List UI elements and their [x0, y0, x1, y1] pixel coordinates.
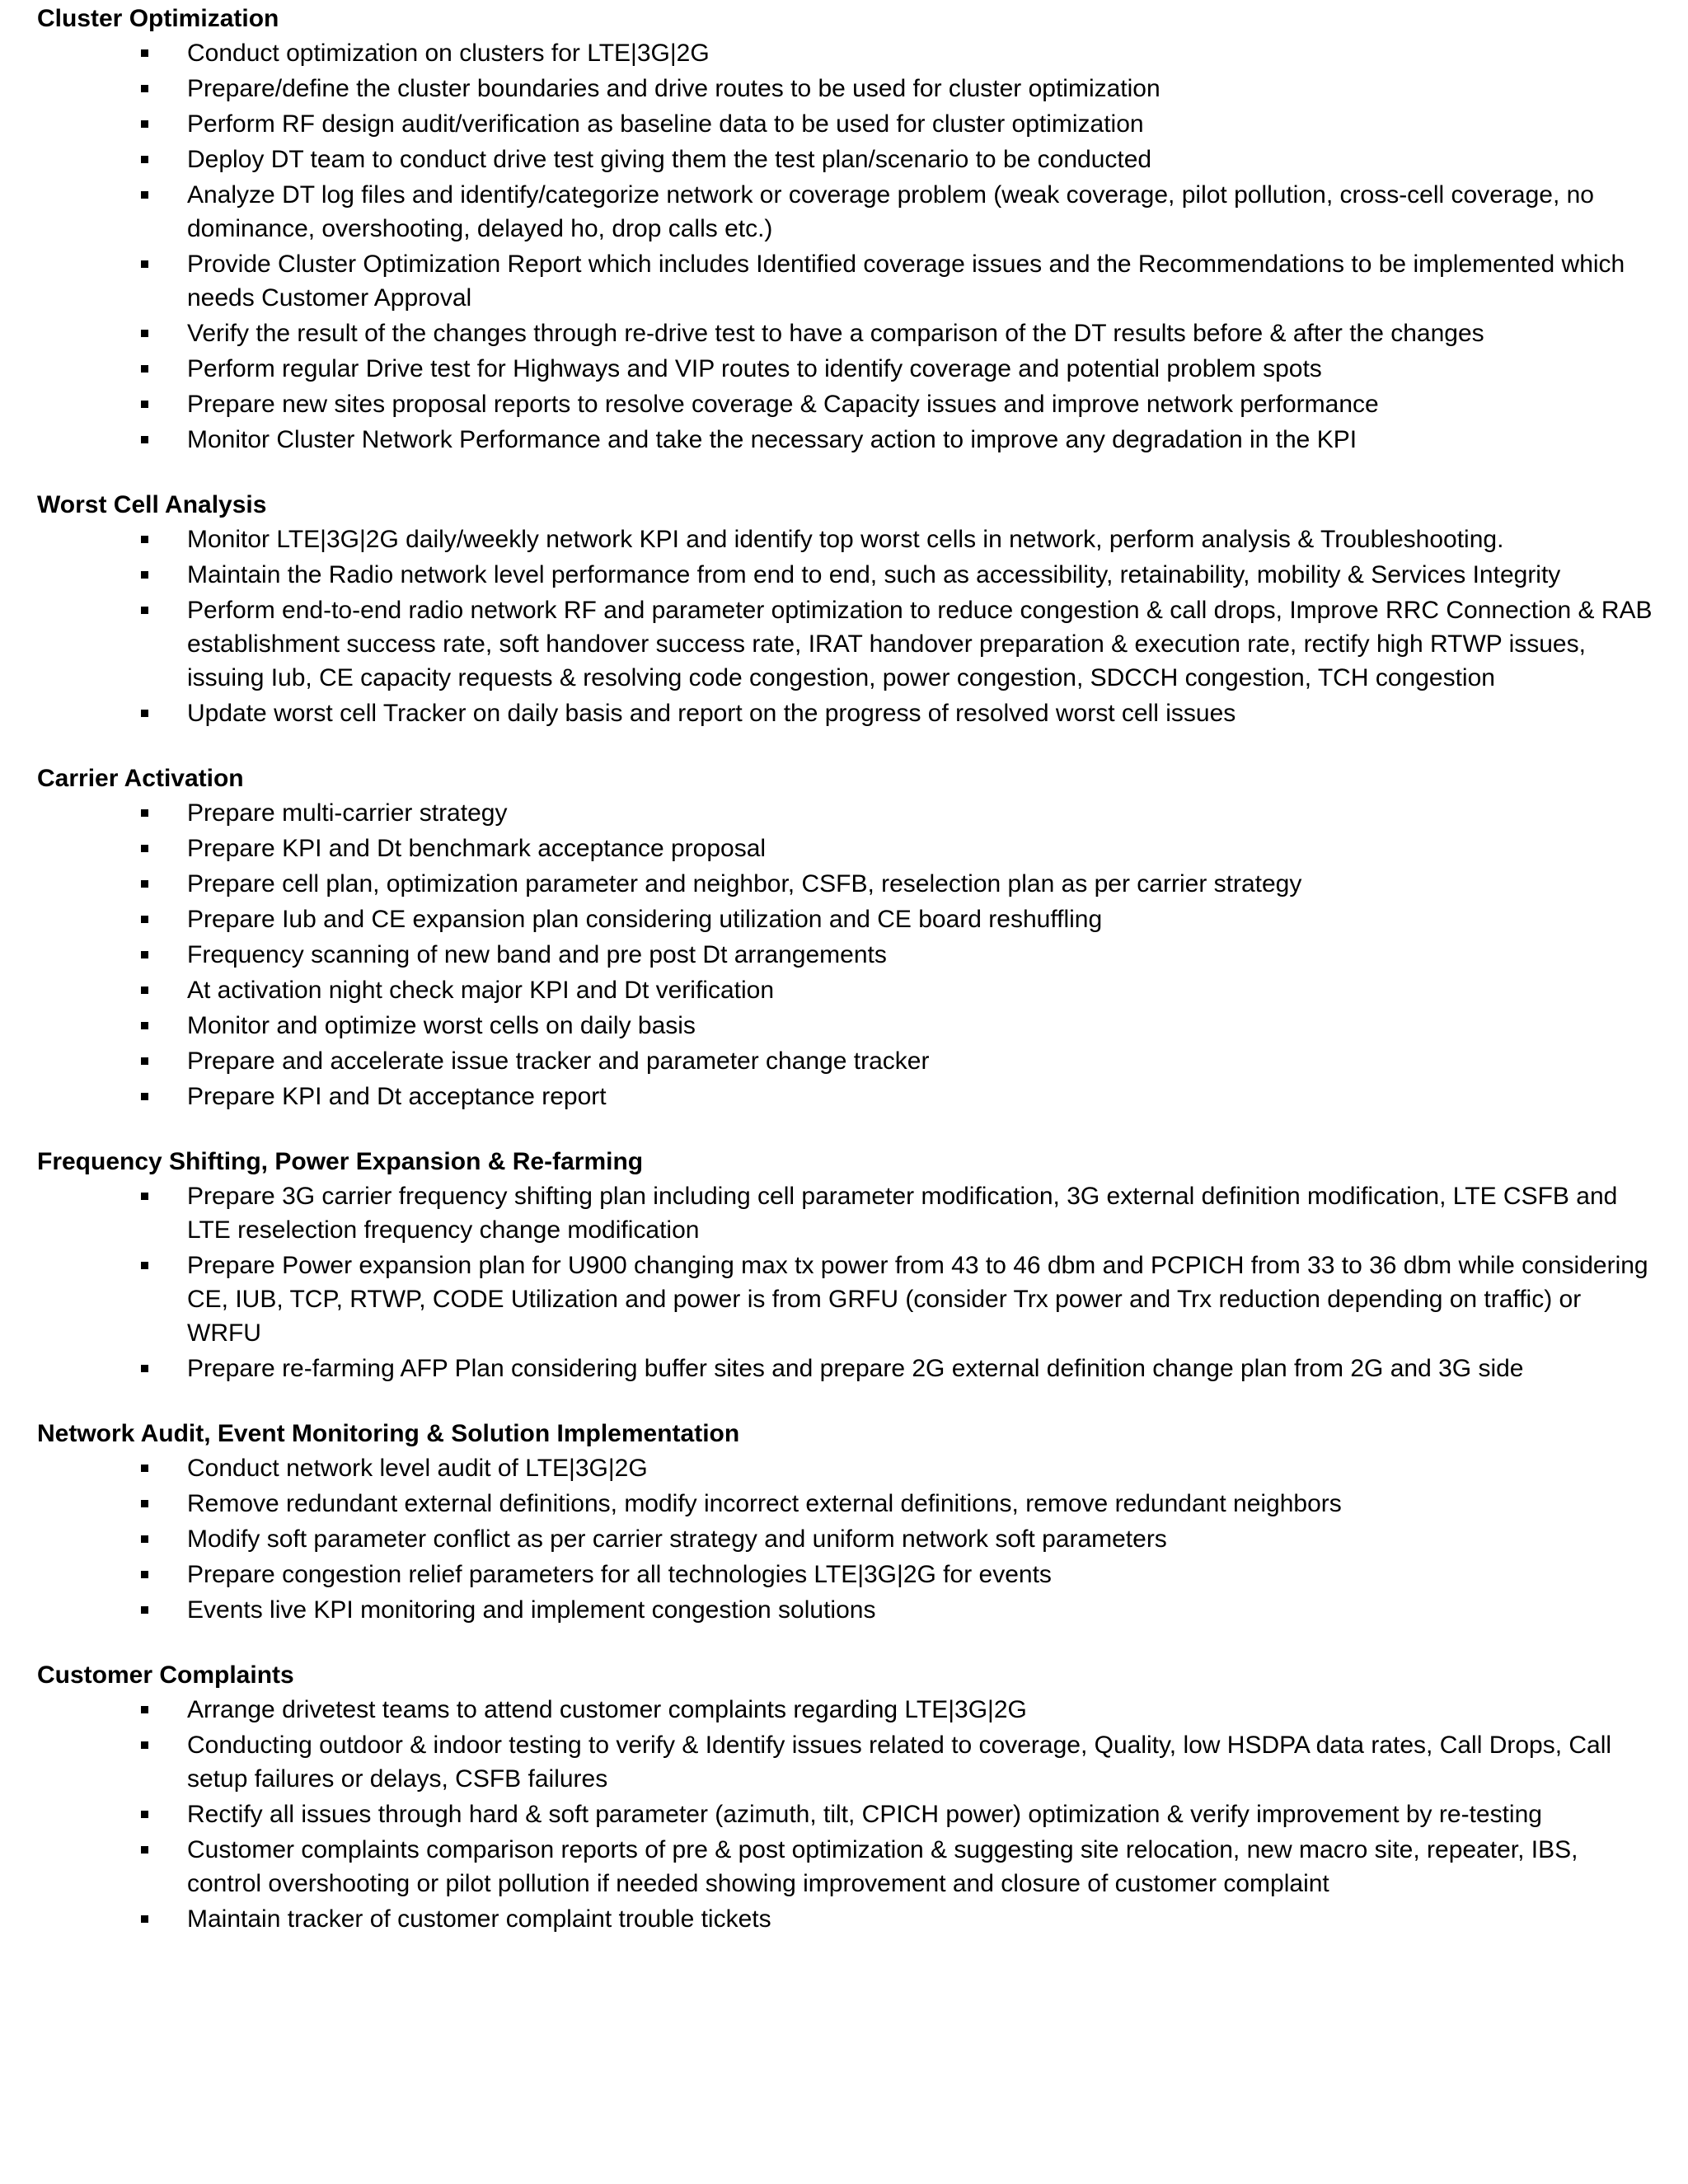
bullet-list	[37, 1179, 1653, 1385]
list-item	[187, 867, 1654, 901]
square-bullet-icon	[141, 1606, 148, 1614]
list-item	[187, 36, 1654, 70]
list-item-text: Arrange drivetest teams to attend customer complaints regarding LTE|3G|2G	[187, 1696, 1027, 1723]
list-item-text: Perform end-to-end radio network RF and parameter optimization to reduce congestion & call drops, Improve RRC Connection & RAB establishment success rate, soft handover success rate, IRAT handover preparation & execution rate, rectify high RTWP issues, issuing Iub, CE capacity requests & resolving code congestion, power congestion, SDCCH congestion, TCH congestion	[187, 597, 1653, 691]
square-bullet-icon	[141, 49, 148, 57]
list-item-text: Prepare/define the cluster boundaries and drive routes to be used for cluster optimization	[187, 75, 1160, 102]
square-bullet-icon	[141, 880, 148, 888]
square-bullet-icon	[141, 1262, 148, 1269]
list-item-text: Deploy DT team to conduct drive test giving them the test plan/scenario to be conducted	[187, 146, 1152, 173]
list-item	[187, 902, 1654, 936]
square-bullet-icon	[141, 845, 148, 852]
list-item	[187, 1902, 1654, 1936]
list-item	[187, 1009, 1654, 1043]
list-item	[187, 1080, 1654, 1113]
square-bullet-icon	[141, 1193, 148, 1200]
list-item	[187, 72, 1654, 105]
square-bullet-icon	[141, 607, 148, 614]
list-item	[187, 593, 1654, 695]
square-bullet-icon	[141, 1706, 148, 1713]
list-item-text: Prepare cell plan, optimization parameter and neighbor, CSFB, reselection plan as per carrier strategy	[187, 870, 1302, 898]
square-bullet-icon	[141, 536, 148, 543]
section	[37, 1658, 1653, 1936]
list-item-text: Prepare multi-carrier strategy	[187, 799, 508, 827]
list-item	[187, 1249, 1654, 1350]
list-item-text: Perform regular Drive test for Highways and VIP routes to identify coverage and potential problem spots	[187, 355, 1322, 382]
section	[37, 488, 1653, 730]
document-body	[37, 0, 1653, 1967]
list-item-text: Verify the result of the changes through re-drive test to have a comparison of the DT results before & after the changes	[187, 320, 1484, 347]
square-bullet-icon	[141, 987, 148, 994]
square-bullet-icon	[141, 1571, 148, 1578]
list-item	[187, 523, 1654, 556]
list-item-text: Remove redundant external definitions, modify incorrect external definitions, remove redundant neighbors	[187, 1490, 1342, 1517]
list-item	[187, 1797, 1654, 1831]
list-item	[187, 143, 1654, 176]
list-item-text: Prepare Power expansion plan for U900 changing max tx power from 43 to 46 dbm and PCPICH from 33 to 36 dbm while considering CE, IUB, TCP, RTWP, CODE Utilization and power is from GRFU (consider Trx power and Trx reduction depending on traffic) or WRFU	[187, 1252, 1648, 1347]
square-bullet-icon	[141, 191, 148, 199]
square-bullet-icon	[141, 401, 148, 408]
list-item	[187, 1558, 1654, 1591]
square-bullet-icon	[141, 1811, 148, 1818]
list-item-text: Monitor Cluster Network Performance and take the necessary action to improve any degradation in the KPI	[187, 426, 1357, 453]
list-item	[187, 1179, 1654, 1247]
list-item	[187, 387, 1654, 421]
list-item	[187, 423, 1654, 457]
list-item-text: Prepare re-farming AFP Plan considering buffer sites and prepare 2G external definition change plan from 2G and 3G side	[187, 1355, 1524, 1382]
list-item	[187, 1352, 1654, 1385]
list-item-text: Prepare 3G carrier frequency shifting plan including cell parameter modification, 3G external definition modification, LTE CSFB and LTE reselection frequency change modification	[187, 1183, 1618, 1244]
list-item-text: At activation night check major KPI and Dt verification	[187, 977, 775, 1004]
list-item-text: Prepare new sites proposal reports to resolve coverage & Capacity issues and improve network performance	[187, 391, 1379, 418]
list-item	[187, 973, 1654, 1007]
list-item-text: Prepare congestion relief parameters for all technologies LTE|3G|2G for events	[187, 1561, 1052, 1588]
list-item-text: Prepare and accelerate issue tracker and parameter change tracker	[187, 1047, 930, 1075]
bullet-list	[37, 36, 1653, 457]
square-bullet-icon	[141, 1022, 148, 1029]
list-item	[187, 107, 1654, 141]
list-item-text: Prepare Iub and CE expansion plan considering utilization and CE board reshuffling	[187, 906, 1103, 933]
list-item-text: Prepare KPI and Dt benchmark acceptance proposal	[187, 835, 767, 862]
square-bullet-icon	[141, 571, 148, 579]
list-item-text: Monitor LTE|3G|2G daily/weekly network KPI and identify top worst cells in network, perform analysis & Troubleshooting.	[187, 526, 1504, 553]
list-item-text: Rectify all issues through hard & soft parameter (azimuth, tilt, CPICH power) optimization & verify improvement by re-testing	[187, 1801, 1542, 1828]
list-item	[187, 1487, 1654, 1521]
section-title: Worst Cell Analysis	[37, 491, 267, 518]
list-item-text: Conduct optimization on clusters for LTE|3G|2G	[187, 40, 710, 67]
list-item-text: Modify soft parameter conflict as per carrier strategy and uniform network soft parameters	[187, 1526, 1167, 1553]
list-item	[187, 558, 1654, 592]
section-title: Frequency Shifting, Power Expansion & Re-farming	[37, 1148, 644, 1175]
list-item	[187, 352, 1654, 386]
list-item	[187, 316, 1654, 350]
list-item-text: Provide Cluster Optimization Report which includes Identified coverage issues and the Recommendations to be implemented which needs Customer Approval	[187, 251, 1625, 312]
list-item-text: Events live KPI monitoring and implement congestion solutions	[187, 1596, 876, 1624]
section	[37, 1145, 1653, 1385]
square-bullet-icon	[141, 1057, 148, 1065]
section-title: Cluster Optimization	[37, 5, 279, 32]
list-item	[187, 178, 1654, 246]
square-bullet-icon	[141, 809, 148, 817]
section	[37, 762, 1653, 1113]
square-bullet-icon	[141, 436, 148, 443]
list-item-text: Maintain the Radio network level performance from end to end, such as accessibility, retainability, mobility & Services Integrity	[187, 561, 1561, 588]
list-item	[187, 247, 1654, 315]
section-title: Network Audit, Event Monitoring & Solution Implementation	[37, 1420, 740, 1447]
list-item	[187, 1593, 1654, 1627]
list-item-text: Prepare KPI and Dt acceptance report	[187, 1083, 607, 1110]
list-item-text: Maintain tracker of customer complaint trouble tickets	[187, 1905, 771, 1933]
square-bullet-icon	[141, 1365, 148, 1372]
list-item	[187, 938, 1654, 972]
list-item	[187, 1451, 1654, 1485]
bullet-list	[37, 796, 1653, 1113]
list-item	[187, 1728, 1654, 1796]
section-title: Customer Complaints	[37, 1661, 294, 1689]
list-item	[187, 796, 1654, 830]
list-item-text: Conduct network level audit of LTE|3G|2G	[187, 1455, 648, 1482]
section	[37, 2, 1653, 457]
list-item-text: Frequency scanning of new band and pre post Dt arrangements	[187, 941, 887, 968]
list-item-text: Perform RF design audit/verification as baseline data to be used for cluster optimization	[187, 110, 1144, 138]
square-bullet-icon	[141, 1093, 148, 1100]
square-bullet-icon	[141, 1915, 148, 1923]
square-bullet-icon	[141, 120, 148, 128]
list-item	[187, 1833, 1654, 1900]
square-bullet-icon	[141, 710, 148, 717]
list-item	[187, 1522, 1654, 1556]
section	[37, 1417, 1653, 1627]
square-bullet-icon	[141, 1741, 148, 1749]
square-bullet-icon	[141, 1846, 148, 1854]
square-bullet-icon	[141, 1465, 148, 1472]
section-title: Carrier Activation	[37, 765, 244, 792]
list-item-text: Customer complaints comparison reports of pre & post optimization & suggesting site relocation, new macro site, repeater, IBS, control overshooting or pilot pollution if needed showing improvement and closure of customer complaint	[187, 1836, 1578, 1897]
square-bullet-icon	[141, 916, 148, 923]
square-bullet-icon	[141, 1535, 148, 1543]
list-item	[187, 1044, 1654, 1078]
square-bullet-icon	[141, 156, 148, 163]
list-item-text: Update worst cell Tracker on daily basis and report on the progress of resolved worst cell issues	[187, 700, 1236, 727]
bullet-list	[37, 1451, 1653, 1627]
list-item	[187, 1693, 1654, 1727]
square-bullet-icon	[141, 1500, 148, 1507]
list-item-text: Conducting outdoor & indoor testing to verify & Identify issues related to coverage, Quality, low HSDPA data rates, Call Drops, Call setup failures or delays, CSFB failures	[187, 1732, 1612, 1793]
list-item	[187, 832, 1654, 865]
square-bullet-icon	[141, 85, 148, 92]
list-item	[187, 696, 1654, 730]
square-bullet-icon	[141, 951, 148, 958]
list-item-text: Monitor and optimize worst cells on daily basis	[187, 1012, 696, 1039]
square-bullet-icon	[141, 365, 148, 373]
square-bullet-icon	[141, 330, 148, 337]
square-bullet-icon	[141, 260, 148, 268]
list-item-text: Analyze DT log files and identify/categorize network or coverage problem (weak coverage, pilot pollution, cross-cell coverage, no dominance, overshooting, delayed ho, drop calls etc.)	[187, 181, 1594, 242]
bullet-list	[37, 523, 1653, 730]
bullet-list	[37, 1693, 1653, 1936]
